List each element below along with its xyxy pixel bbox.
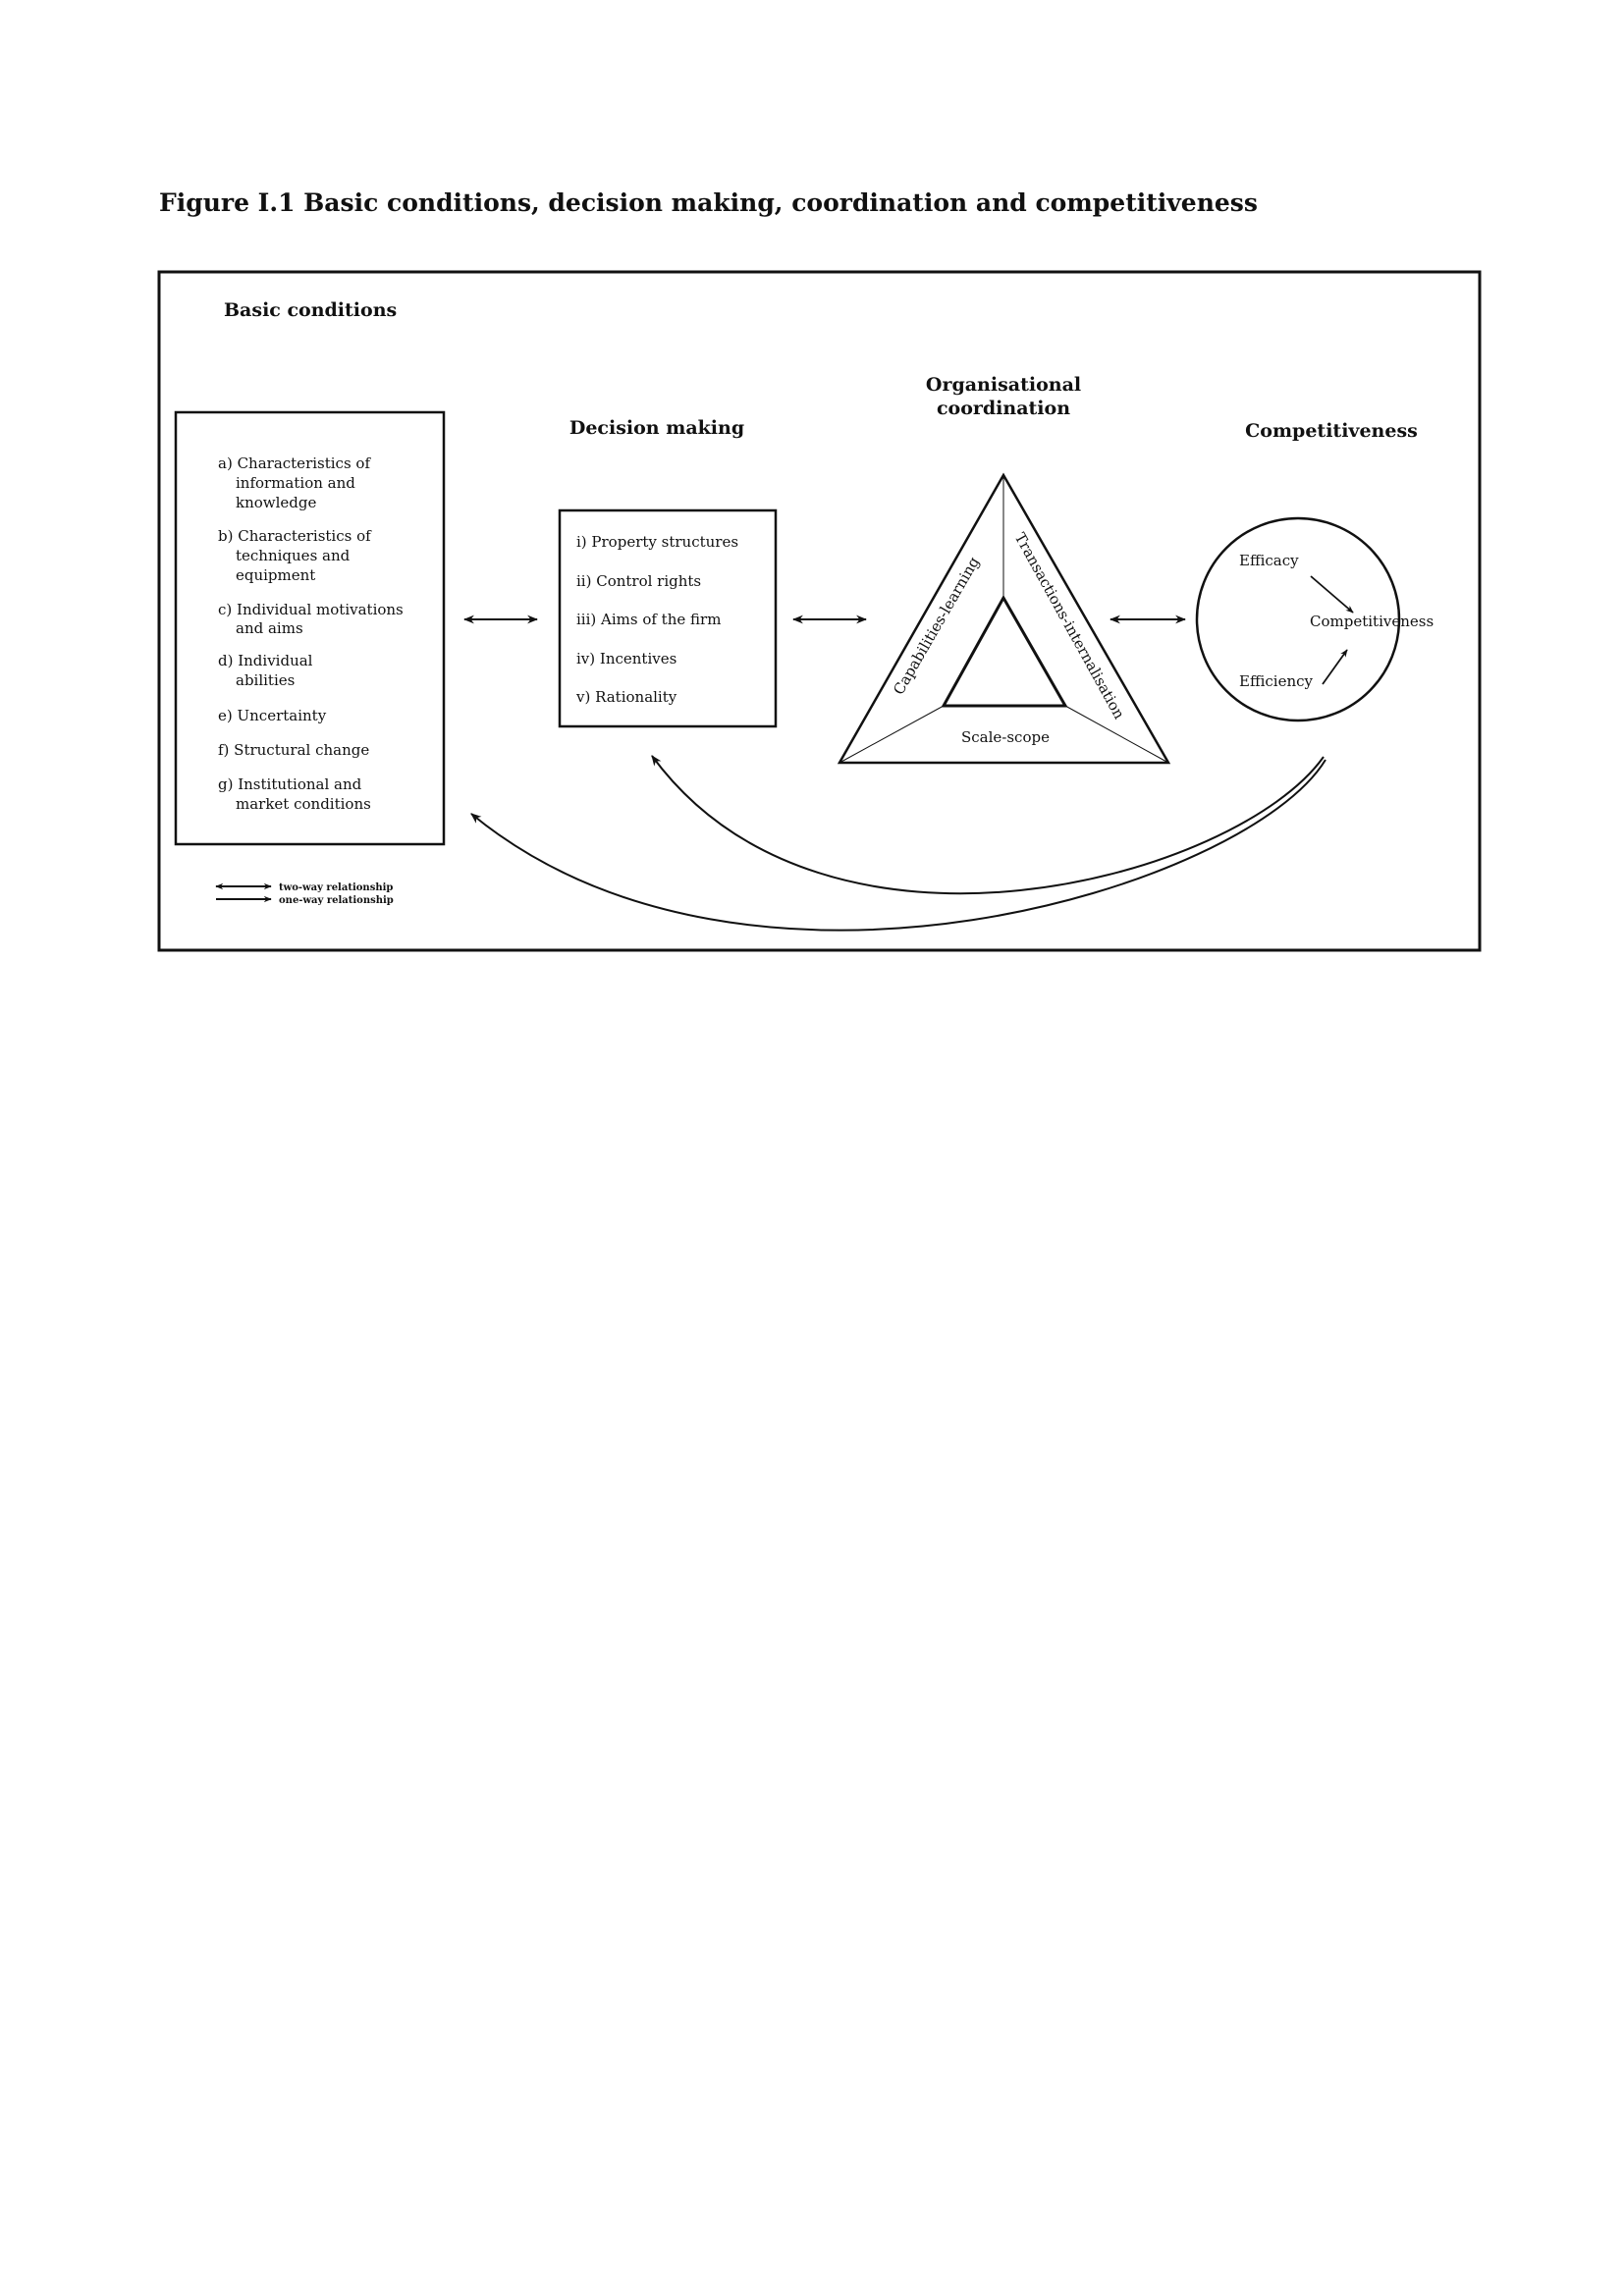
basic-conditions-list	[218, 454, 404, 813]
basic-item-a: a) Characteristics of	[218, 454, 371, 472]
basic-item-b-cont2: equipment	[236, 566, 316, 584]
basic-item-g: g) Institutional and	[218, 775, 362, 793]
decision-making-heading: Decision making	[568, 417, 745, 439]
coordination-heading-line1: Organisational	[925, 374, 1082, 396]
basic-item-c: c) Individual motivations	[218, 601, 404, 618]
efficacy-arrow	[1311, 576, 1353, 613]
competitiveness-center-label: Competitiveness	[1310, 613, 1435, 630]
decision-item-4: iv) Incentives	[576, 650, 677, 667]
efficacy-label: Efficacy	[1239, 552, 1299, 569]
competitiveness-heading: Competitiveness	[1245, 420, 1418, 442]
coordination-heading-line2: coordination	[936, 398, 1071, 419]
base-label-scale-scope: Scale-scope	[961, 728, 1050, 746]
basic-item-c-cont: and aims	[236, 619, 303, 637]
basic-item-b: b) Characteristics of	[218, 527, 371, 545]
inner-triangle	[944, 598, 1065, 706]
basic-item-e: e) Uncertainty	[218, 707, 327, 724]
decision-item-3: iii) Aims of the firm	[576, 611, 722, 628]
basic-item-g-cont: market conditions	[236, 795, 371, 813]
decision-item-5: v) Rationality	[576, 688, 677, 706]
basic-item-d: d) Individual	[218, 652, 313, 669]
basic-item-a-cont2: knowledge	[236, 494, 317, 511]
legend	[216, 882, 394, 906]
basic-item-a-cont: information and	[236, 474, 355, 492]
efficiency-arrow	[1323, 650, 1347, 684]
decision-item-1: i) Property structures	[576, 533, 739, 551]
efficiency-label: Efficiency	[1239, 672, 1314, 690]
legend-two-way-label: two-way relationship	[279, 882, 394, 893]
basic-conditions-heading: Basic conditions	[224, 299, 398, 321]
basic-item-d-cont: abilities	[236, 671, 296, 689]
decision-item-2: ii) Control rights	[576, 572, 702, 590]
legend-one-way-label: one-way relationship	[279, 895, 394, 906]
feedback-arrow-to-decision	[652, 756, 1324, 893]
side-label-capabilities: Capabilities-learning	[890, 554, 984, 698]
decision-making-list	[575, 533, 738, 706]
figure-title: Figure I.1 Basic conditions, decision making, coordination and competitiveness	[159, 188, 1258, 217]
basic-item-f: f) Structural change	[218, 741, 370, 759]
basic-item-b-cont: techniques and	[236, 547, 351, 564]
side-label-transactions: Transactions-internalisation	[1010, 529, 1129, 722]
